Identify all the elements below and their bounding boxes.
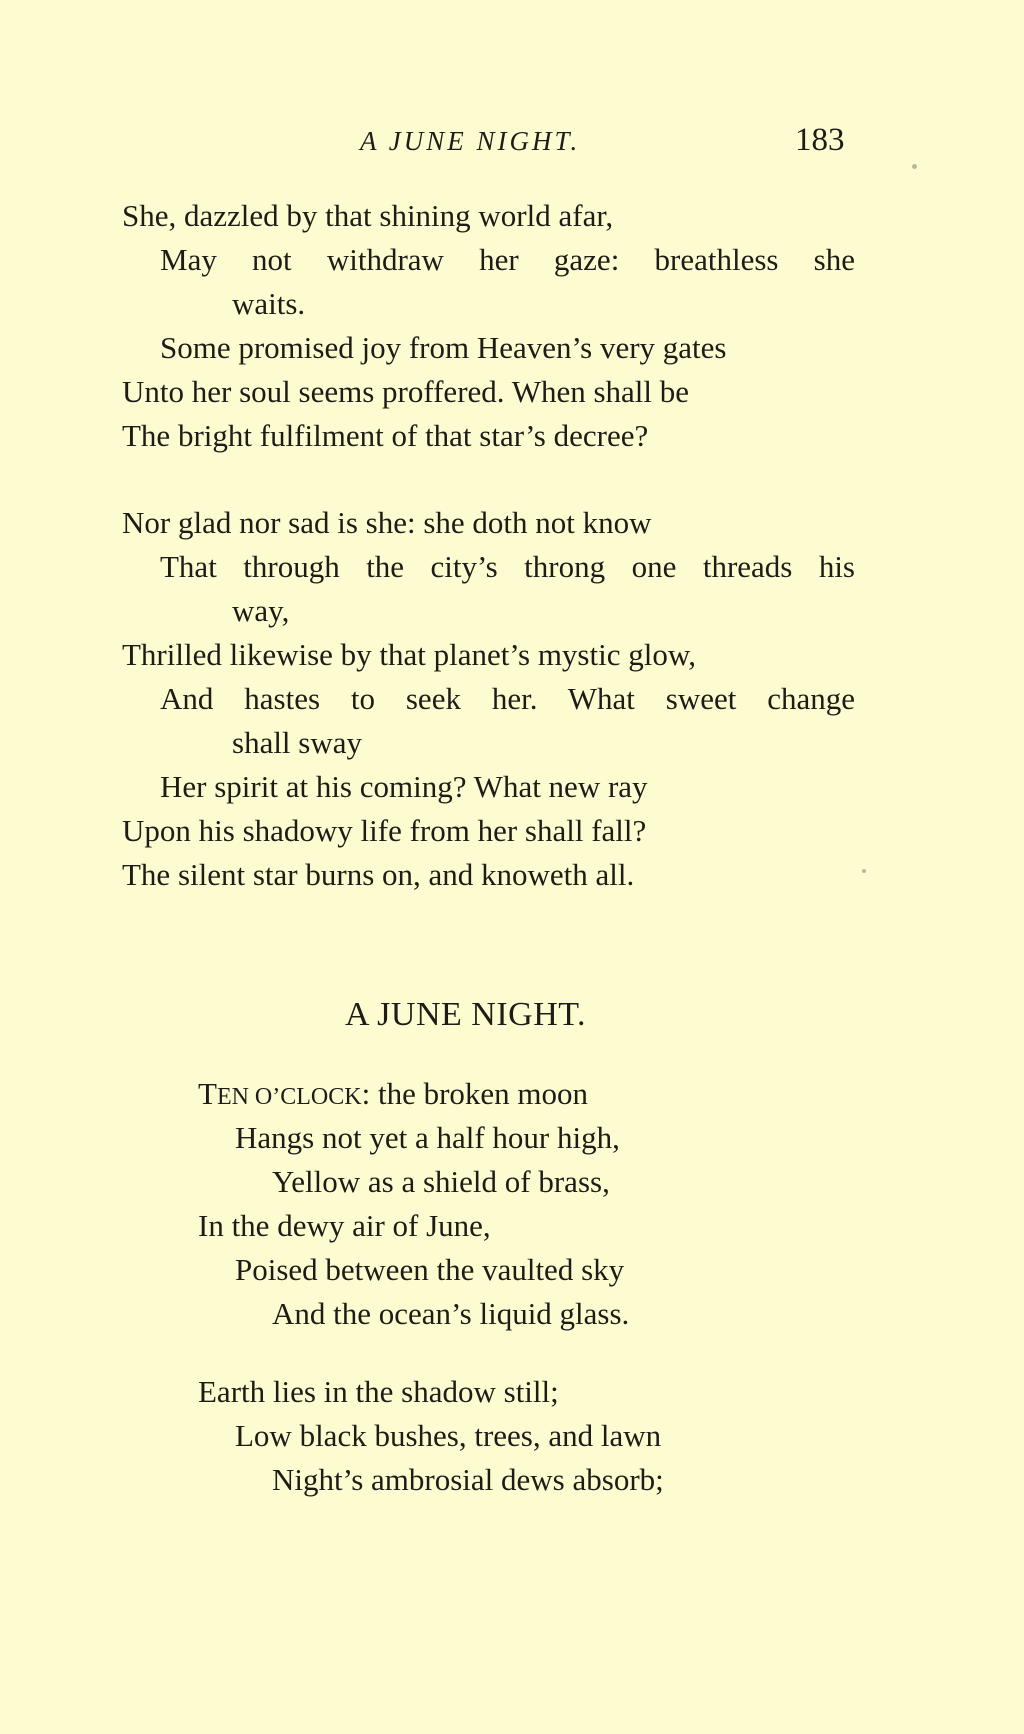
poem-line: waits. — [232, 286, 306, 321]
running-head: A JUNE NIGHT. — [360, 126, 581, 156]
poem-line: And hastes to seek her. What sweet change — [160, 681, 855, 716]
poem-line: Night’s ambrosial dews absorb; — [272, 1462, 664, 1497]
poem-line: shall sway — [232, 725, 363, 760]
poem-line: And the ocean’s liquid glass. — [272, 1296, 630, 1331]
poem-line: Upon his shadowy life from her shall fall? — [122, 813, 647, 848]
poem-line: Earth lies in the shadow still; — [198, 1374, 559, 1409]
drop-initial: T — [198, 1076, 217, 1111]
poem-line: Some promised joy from Heaven’s very gates — [160, 330, 727, 365]
poem-line: The bright fulfilment of that star’s decree? — [122, 418, 649, 453]
poem-line: Nor glad nor sad is she: she doth not know — [122, 505, 652, 540]
paper-speck — [862, 869, 866, 873]
poem-first-line — [198, 1076, 588, 1115]
poem-title: A JUNE NIGHT. — [345, 996, 587, 1033]
poem-line: Unto her soul seems proffered. When shall be — [122, 374, 690, 409]
poem-line: The silent star burns on, and knoweth all. — [122, 857, 635, 892]
small-caps-text: EN O’CLOCK — [216, 1084, 362, 1110]
poem-line: She, dazzled by that shining world afar, — [122, 198, 614, 233]
first-line-rest: : the broken moon — [361, 1076, 589, 1111]
poem-line: Poised between the vaulted sky — [235, 1252, 625, 1287]
poem-line: Low black bushes, trees, and lawn — [235, 1418, 662, 1453]
poem-line: Her spirit at his coming? What new ray — [160, 769, 648, 804]
poem-line: way, — [232, 593, 290, 628]
poem-line: Yellow as a shield of brass, — [272, 1164, 610, 1199]
poem-line: May not withdraw her gaze: breathless she — [160, 242, 855, 277]
poem-line: Thrilled likewise by that planet’s mystic glow, — [122, 637, 696, 672]
paper-speck — [912, 164, 917, 169]
page-number: 183 — [795, 122, 845, 158]
poem-line: That through the city’s throng one threads his — [160, 549, 855, 584]
small-caps-opening — [198, 1076, 362, 1111]
poem-line: Hangs not yet a half hour high, — [235, 1120, 620, 1155]
poem-line: In the dewy air of June, — [198, 1208, 491, 1243]
